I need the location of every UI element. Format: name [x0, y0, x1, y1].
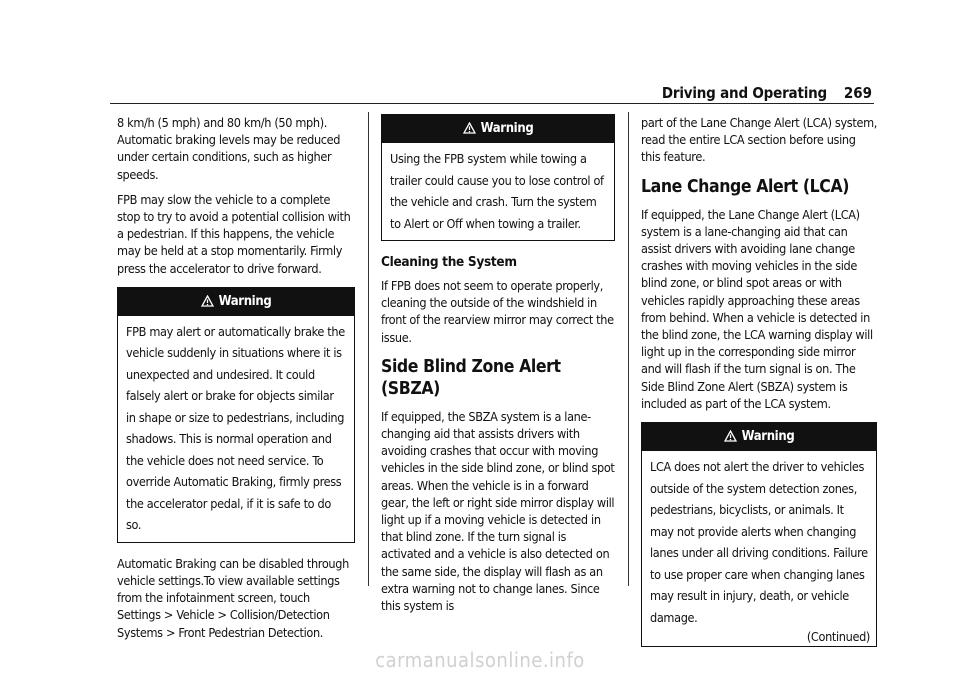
paragraph-sbza: If equipped, the SBZA system is a lane-changing aid that assists drivers with avoiding crashes that occur with moving vehicles in the side blind zone, or blind spot areas. When the vehicle is in a forward gear, the left or right side mirror display will light up if a moving vehicle is detected in that blind zone. If the turn signal is activated and a vehicle is also detected on the same side, the display will flash as an extra warning not to change lanes. Since this system is: [381, 408, 615, 614]
warning-triangle-icon: [724, 425, 737, 453]
paragraph-lca: If equipped, the Lane Change Alert (LCA) system is a lane-changing aid that can assist drivers with avoiding lane change crashes with moving vehicles in the side blind zone, or blind spot areas or with vehicles rapidly approaching these areas from behind. When a vehicle is detected in the blind zone, the LCA warning display will light up in the corresponding side mirror and will flash if the turn signal is on. The Side Blind Zone Alert (SBZA) system is included as part of the LCA system.: [641, 206, 873, 411]
warning-triangle-icon: [463, 117, 476, 145]
warning-text: Using the FPB system while towing a trailer could cause you to lose control of the vehicle and crash. Turn the system to Alert or Off when towing a trailer.: [390, 151, 604, 231]
continued-label: (Continued): [806, 629, 870, 645]
warning-box-towing: [381, 114, 615, 241]
warning-triangle-icon: [201, 290, 214, 318]
heading-cleaning-system: Cleaning the System: [381, 254, 517, 270]
section-title: Driving and Operating: [661, 84, 827, 102]
warning-title: Warning: [741, 429, 795, 445]
column-1: [117, 114, 355, 649]
warning-title: Warning: [218, 293, 272, 309]
paragraph-speed-range: 8 km/h (5 mph) and 80 km/h (50 mph). Automatic braking levels may be reduced under certain conditions, such as higher speeds.: [117, 115, 341, 182]
warning-header: [642, 423, 876, 451]
page-number: 269: [843, 84, 872, 102]
warning-text: FPB may alert or automatically brake the vehicle suddenly in situations where it is unexpected and undesired. It could falsely alert or brake for objects similar in shape or size to pedestrians, including shadows. This is normal operation and the vehicle does not need service. To override Automatic Braking, firmly press the accelerator pedal, if it is safe to do so.: [126, 323, 345, 533]
paragraph-lca-continued: part of the Lane Change Alert (LCA) system, read the entire LCA section before using this feature.: [641, 115, 878, 165]
watermark: carmanualsonline.info: [375, 648, 585, 672]
column-divider-right: [628, 112, 629, 586]
column-divider-left: [368, 112, 369, 586]
warning-header: [382, 115, 614, 143]
heading-sbza: Side Blind Zone Alert (SBZA): [381, 356, 561, 399]
paragraph-cleaning: If FPB does not seem to operate properly, cleaning the outside of the windshield in front of the rearview mirror may correct the issue.: [381, 278, 614, 345]
header-rule: [110, 103, 874, 104]
heading-lca: Lane Change Alert (LCA): [641, 176, 850, 197]
warning-text: LCA does not alert the driver to vehicles outside of the system detection zones, pedestrians, bicyclists, or animals. It may not provide alerts when changing lanes under all driving conditions. Failure to use proper care when changing lanes may result in injury, death, or vehicle damage.: [650, 459, 868, 625]
warning-box-lca: [641, 422, 877, 647]
column-3: [641, 114, 877, 659]
warning-title: Warning: [480, 121, 534, 136]
warning-header: [118, 288, 354, 316]
column-2: [381, 114, 615, 622]
warning-box-fpb-alert: [117, 287, 355, 543]
paragraph-fpb-stop: FPB may slow the vehicle to a complete stop to try to avoid a potential collision with a pedestrian. If this happens, the vehicle may be held at a stop momentarily. Firmly press the accelerator to drive forward.: [117, 191, 351, 276]
paragraph-disable-braking: Automatic Braking can be disabled through vehicle settings.To view available settings from the infotainment screen, touch Settings > Vehicle > Collision/Detection Systems > Front Pedestrian Detection.: [117, 555, 349, 640]
page-header: [0, 84, 960, 108]
